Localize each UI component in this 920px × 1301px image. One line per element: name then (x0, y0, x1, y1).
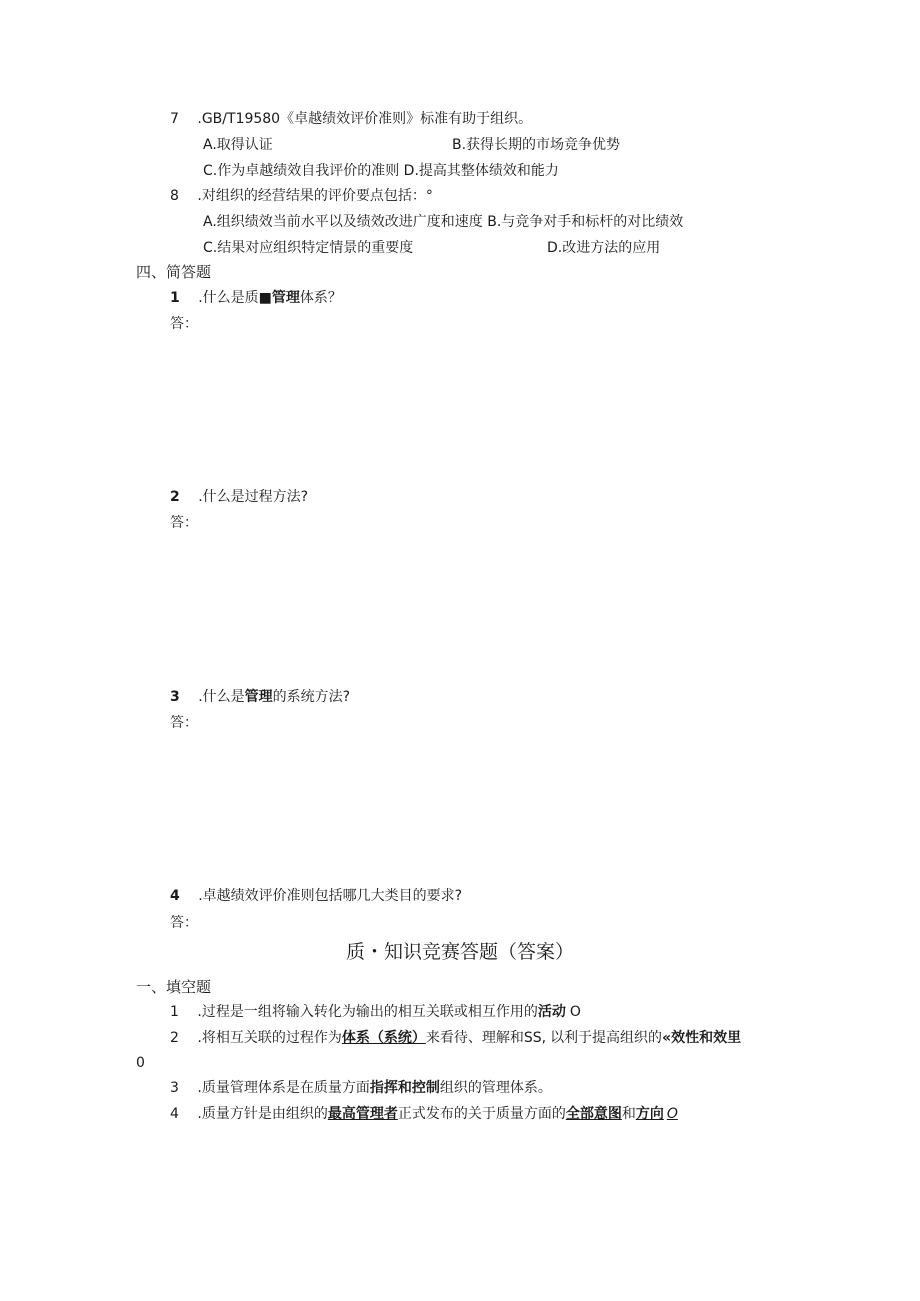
short-question-3 (170, 687, 350, 707)
question-text: .对组织的经营结果的评价要点包括：° (197, 188, 433, 204)
answer-label: 答： (170, 316, 198, 332)
fill-answer-2-continued: 0 (136, 1055, 145, 1071)
answer-text: .将相互关联的过程作为 (197, 1030, 342, 1046)
answer-text: 以利于提高组织的 (550, 1030, 663, 1046)
answer-key: 最高管理者 (327, 1106, 398, 1122)
question-text: 的系统方法? (272, 689, 351, 705)
question-number: 4 (170, 888, 180, 904)
question-number: 3 (170, 1080, 179, 1096)
fill-answer-2 (170, 1028, 741, 1048)
question-8 (170, 186, 433, 206)
answer-text: O (666, 1106, 678, 1122)
question-number: 1 (170, 290, 180, 306)
question-text: .GB/T19580《卓越绩效评价准则》标准有助于组织。 (197, 111, 533, 127)
answer-text: O (569, 1004, 581, 1020)
answer-key: 全部意图 (565, 1106, 622, 1122)
question-text: .什么是 (198, 689, 245, 705)
question-number: 1 (170, 1004, 179, 1020)
answer-text: .质量方针是由组织的 (197, 1106, 328, 1122)
answer-key: 方向 (635, 1106, 664, 1122)
option-b: B.获得长期的市场竞争优势 (452, 137, 621, 153)
short-question-1 (170, 288, 342, 308)
answer-label: 答： (170, 515, 198, 531)
answer-text: SS, (523, 1030, 547, 1046)
short-question-2 (170, 487, 308, 507)
option-a: A.取得认证 (203, 137, 273, 153)
question-number: 7 (170, 111, 179, 127)
option-a-b: A.组织绩效当前水平以及绩效改进广度和速度 B.与竞争对手和标杆的对比绩效 (203, 214, 684, 230)
answer-key: 活动 (537, 1004, 566, 1020)
answer-text: 和 (621, 1106, 636, 1122)
question-text: .卓越绩效评价准则包括哪几大类目的要求? (198, 888, 463, 904)
answer-label: 答： (170, 715, 198, 731)
fill-answer-3 (170, 1078, 552, 1098)
fill-answer-4 (170, 1104, 678, 1124)
question-number: 3 (170, 689, 180, 705)
answer-label: 答： (170, 915, 198, 931)
question-text: .什么是质 (198, 290, 259, 306)
answer-text: .质量管理体系是在质量方面 (197, 1080, 370, 1096)
question-number: 8 (170, 188, 179, 204)
answer-text: 来看待、理解和 (425, 1030, 524, 1046)
question-number: 4 (170, 1106, 179, 1122)
question-number: 2 (170, 489, 180, 505)
section-heading-fill-in: 一、填空题 (136, 978, 212, 996)
question-text: .什么是过程方法? (198, 489, 309, 505)
question-text-bold: 管理 (244, 689, 273, 705)
short-question-4 (170, 886, 462, 906)
question-7 (170, 109, 532, 129)
question-number: 2 (170, 1030, 179, 1046)
question-text: 体系？ (299, 290, 342, 306)
answers-title: 质・知识竞赛答题（答案） (345, 941, 574, 963)
fill-answer-1 (170, 1002, 581, 1022)
answer-text: 正式发布的关于质量方面的 (397, 1106, 566, 1122)
answer-key: 指挥和控制 (369, 1080, 440, 1096)
answer-key: «效性和效里 (662, 1030, 742, 1046)
answer-text: 组织的管理体系。 (439, 1080, 552, 1096)
section-heading-short-answer: 四、简答题 (136, 263, 212, 281)
question-text-bold: ■管理 (258, 290, 300, 306)
answer-key: 体系（系统） (341, 1030, 426, 1046)
option-c: C.结果对应组织特定情景的重要度 (203, 240, 414, 256)
answer-text: .过程是一组将输入转化为输出的相互关联或相互作用的 (197, 1004, 538, 1020)
option-d: D.改进方法的应用 (547, 240, 661, 256)
option-c-d: C.作为卓越绩效自我评价的准则 D.提高其整体绩效和能力 (203, 163, 559, 179)
